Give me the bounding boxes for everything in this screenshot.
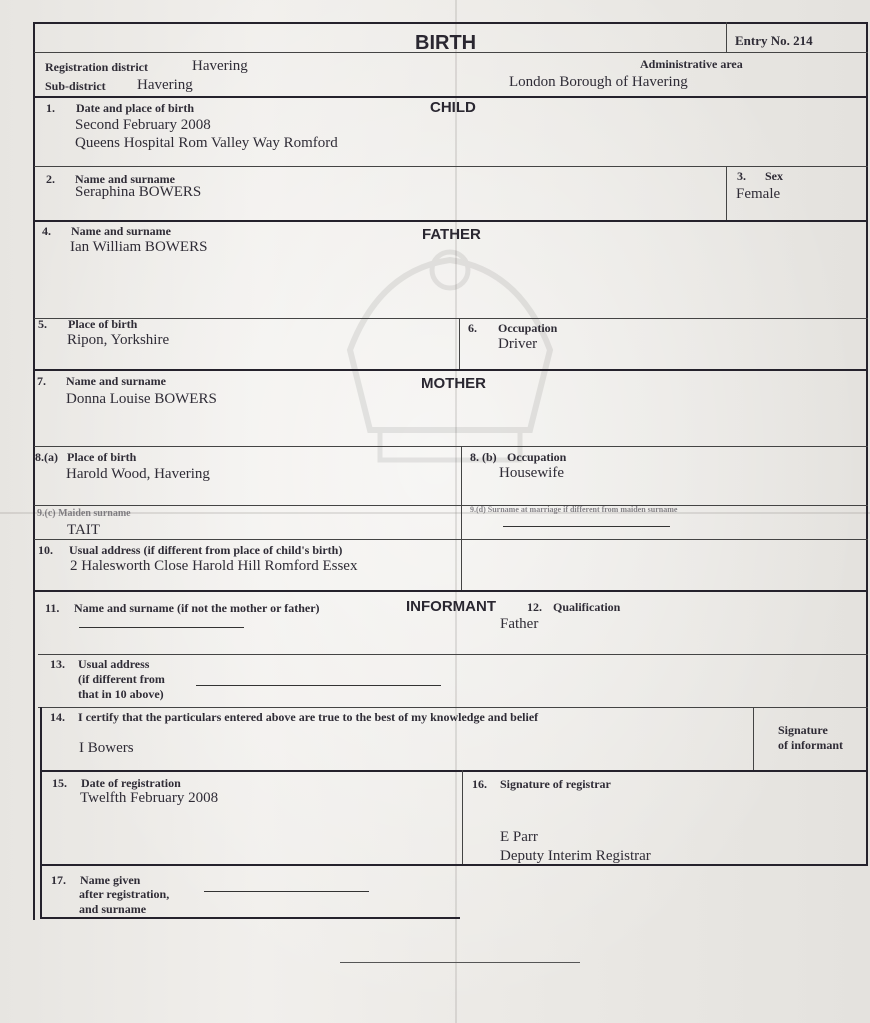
father-name: Ian William BOWERS bbox=[70, 239, 208, 255]
field-12-num: 12. bbox=[527, 600, 542, 614]
field-8a-label: Place of birth bbox=[67, 450, 137, 464]
field-13-num: 13. bbox=[50, 657, 65, 671]
field-17-label-1: Name given bbox=[80, 873, 141, 887]
field-11-label: Name and surname (if not the mother or father) bbox=[74, 601, 320, 615]
subdistrict-label: Sub-district bbox=[45, 79, 106, 93]
child-sex: Female bbox=[736, 186, 781, 202]
mother-place-of-birth: Harold Wood, Havering bbox=[66, 466, 210, 482]
field-6-label: Occupation bbox=[498, 321, 558, 335]
field-14-label: I certify that the particulars entered above are true to the best of my knowledge and belief bbox=[78, 710, 539, 724]
subdistrict-value: Havering bbox=[137, 77, 193, 93]
father-place-of-birth: Ripon, Yorkshire bbox=[67, 332, 170, 348]
field-11-num: 11. bbox=[45, 601, 60, 615]
informant-qualification: Father bbox=[500, 616, 539, 632]
field-4-num: 4. bbox=[42, 224, 51, 238]
field-12-label: Qualification bbox=[553, 600, 621, 614]
signature-label-line2: of informant bbox=[778, 738, 843, 752]
child-name: Seraphina BOWERS bbox=[75, 184, 202, 200]
registrar-title: Deputy Interim Registrar bbox=[500, 848, 651, 864]
mother-name: Donna Louise BOWERS bbox=[66, 391, 217, 407]
field-14-num: 14. bbox=[50, 710, 65, 724]
field-8b-label: Occupation bbox=[507, 450, 567, 464]
field-8a-num: 8.(a) bbox=[35, 450, 58, 464]
field-1-label: Date and place of birth bbox=[76, 101, 194, 115]
registration-district-value: Havering bbox=[192, 58, 248, 74]
field-3-num: 3. bbox=[737, 169, 746, 183]
section-mother: MOTHER bbox=[421, 375, 486, 392]
field-15-num: 15. bbox=[52, 776, 67, 790]
date-of-registration: Twelfth February 2008 bbox=[80, 790, 219, 806]
field-2-label: Name and surname bbox=[75, 172, 176, 186]
field-2-num: 2. bbox=[46, 172, 55, 186]
date-of-birth: Second February 2008 bbox=[75, 117, 211, 133]
field-8b-num: 8. (b) bbox=[470, 450, 497, 464]
father-occupation: Driver bbox=[498, 336, 538, 352]
field-17-label-3: and surname bbox=[79, 902, 147, 916]
admin-area-label: Administrative area bbox=[640, 57, 743, 71]
field-10-num: 10. bbox=[38, 543, 53, 557]
signature-label-line1: Signature bbox=[778, 723, 828, 737]
field-17-label-2: after registration, bbox=[79, 887, 170, 901]
section-child: CHILD bbox=[430, 99, 476, 116]
admin-area-value: London Borough of Havering bbox=[509, 74, 688, 90]
field-16-num: 16. bbox=[472, 777, 487, 791]
field-3-label: Sex bbox=[765, 169, 783, 183]
field-13-label-1: Usual address bbox=[78, 657, 150, 671]
field-17-num: 17. bbox=[51, 873, 66, 887]
place-of-birth: Queens Hospital Rom Valley Way Romford bbox=[75, 135, 338, 151]
mother-maiden-surname: TAIT bbox=[67, 522, 100, 538]
field-16-label: Signature of registrar bbox=[500, 777, 611, 791]
field-6-num: 6. bbox=[468, 321, 477, 335]
field-7-label: Name and surname bbox=[66, 374, 167, 388]
usual-address: 2 Halesworth Close Harold Hill Romford Essex bbox=[70, 558, 358, 574]
field-7-num: 7. bbox=[37, 374, 46, 388]
section-informant: INFORMANT bbox=[406, 598, 496, 615]
registration-district-label: Registration district bbox=[45, 60, 148, 74]
informant-signature: I Bowers bbox=[79, 740, 134, 756]
field-15-label: Date of registration bbox=[81, 776, 181, 790]
field-13-label-2: (if different from bbox=[78, 672, 165, 686]
field-9a-label: 9.(c) Maiden surname bbox=[37, 508, 131, 519]
registrar-certification-line bbox=[340, 962, 580, 963]
field-5-label: Place of birth bbox=[68, 317, 138, 331]
field-1-num: 1. bbox=[46, 101, 55, 115]
section-father: FATHER bbox=[422, 226, 481, 243]
field-5-num: 5. bbox=[38, 317, 47, 331]
field-9b-label: 9.(d) Surname at marriage if different from maiden surname bbox=[470, 505, 678, 514]
entry-number: Entry No. 214 bbox=[735, 33, 813, 48]
mother-occupation: Housewife bbox=[499, 465, 564, 481]
field-13-label-3: that in 10 above) bbox=[78, 687, 164, 701]
field-10-label: Usual address (if different from place of child's birth) bbox=[69, 543, 343, 557]
registrar-name: E Parr bbox=[500, 829, 538, 845]
document-title: BIRTH bbox=[415, 32, 477, 54]
field-4-label: Name and surname bbox=[71, 224, 172, 238]
